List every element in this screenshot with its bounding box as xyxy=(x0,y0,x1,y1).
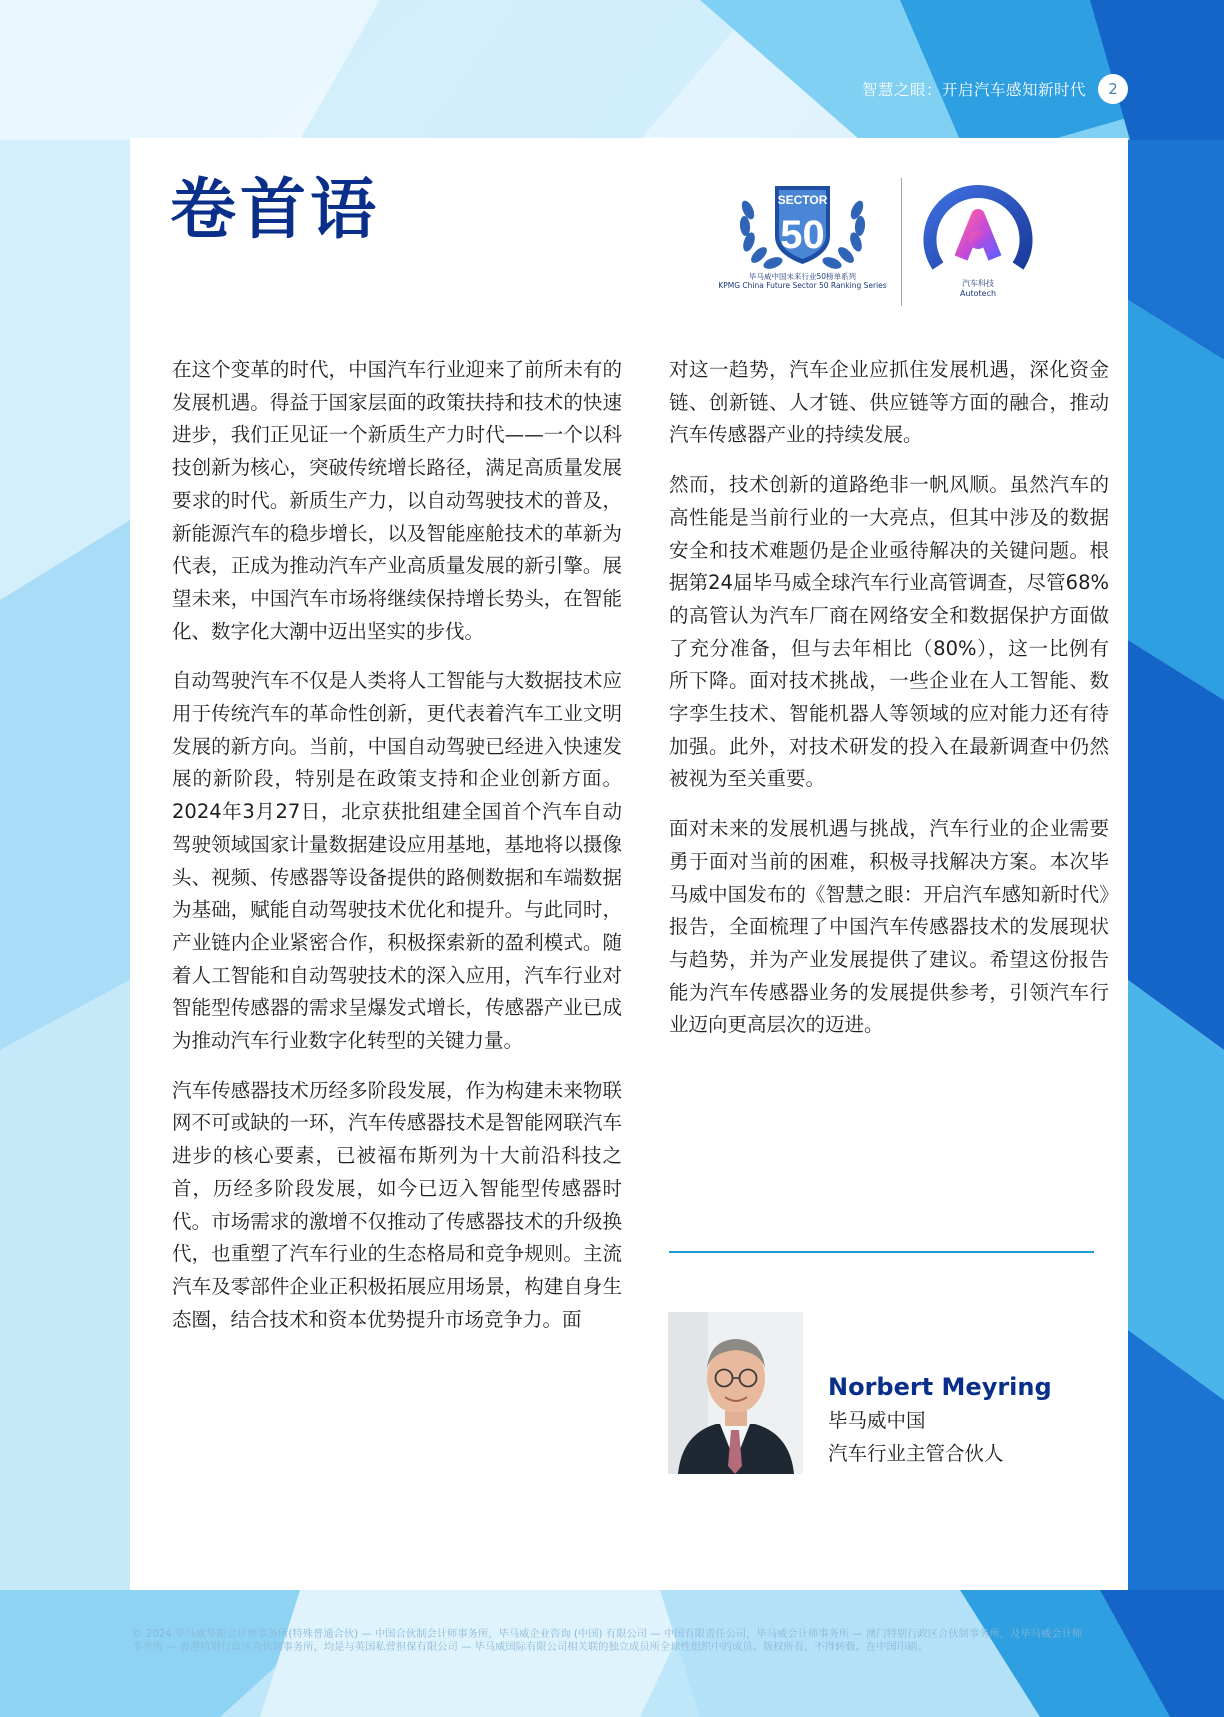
author-role: 汽车行业主管合伙人 xyxy=(828,1442,1004,1465)
paragraph: 汽车传感器技术历经多阶段发展，作为构建未来物联网不可或缺的一环，汽车传感器技术是智能网联汽车进步的核心要素，已被福布斯列为十大前沿科技之首，历经多阶段发展，如今已迈入智能型传感器时代。市场需求的激增不仅推动了传感器技术的升级换代，也重塑了汽车行业的生态格局和竞争规则。主流汽车及零部件企业正积极拓展应用场景，构建自身生态圈，结合技术和资本优势提升市场竞争力。面 xyxy=(172,1078,622,1331)
paragraph: 对这一趋势，汽车企业应抓住发展机遇，深化资金链、创新链、人才链、供应链等方面的融合，推动汽车传感器产业的持续发展。 xyxy=(669,358,1109,447)
autotech-logo xyxy=(913,176,1043,306)
header-title: 智慧之眼：开启汽车感知新时代 xyxy=(861,81,1086,99)
laurel-badge-icon xyxy=(715,176,890,272)
sector50-caption: 毕马威中国未来行业50榜单系列 KPMG China Future Sector 50 Ranking Series xyxy=(718,272,887,291)
page-header xyxy=(862,72,1128,106)
page-title: 卷首语 xyxy=(170,171,380,248)
paragraph: 然而，技术创新的道路绝非一帆风顺。虽然汽车的高性能是当前行业的一大亮点，但其中涉及的数据安全和技术难题仍是企业亟待解决的关键问题。根据第24届毕马威全球汽车行业高管调查，尽管68%的高管认为汽车厂商在网络安全和数据保护方面做了充分准备，但与去年相比（80%），这一比例有所下降。面对技术挑战，一些企业在人工智能、数字孪生技术、智能机器人等领域的应对能力还有待加强。此外，对技术研发的投入在最新调查中仍然被视为至关重要。 xyxy=(669,473,1109,791)
author-org: 毕马威中国 xyxy=(828,1409,926,1432)
sector50-logo xyxy=(715,176,890,306)
author-info xyxy=(828,1370,1052,1470)
content-panel xyxy=(130,138,1128,1590)
page-number: 2 xyxy=(1098,74,1128,104)
right-column xyxy=(669,354,1109,1059)
paragraph: 自动驾驶汽车不仅是人类将人工智能与大数据技术应用于传统汽车的革命性创新，更代表着汽车工业文明发展的新方向。当前，中国自动驾驶已经进入快速发展的新阶段，特别是在政策支持和企业创新方面。2024年3月27日，北京获批组建全国首个汽车自动驾驶领域国家计量数据建设应用基地，基地将以摄像头、视频、传感器等设备提供的路侧数据和车端数据为基础，赋能自动驾驶技术优化和提升。与此同时，产业链内企业紧密合作，积极探索新的盈利模式。随着人工智能和自动驾驶技术的深入应用，汽车行业对智能型传感器的需求呈爆发式增长，传感器产业已成为推动汽车行业数字化转型的关键力量。 xyxy=(172,669,622,1053)
svg-text:SECTOR: SECTOR xyxy=(777,193,828,207)
paragraph: 面对未来的发展机遇与挑战，汽车行业的企业需要勇于面对当前的困难，积极寻找解决方案。本次毕马威中国发布的《智慧之眼：开启汽车感知新时代》报告，全面梳理了中国汽车传感器技术的发展现状与趋势，并为产业发展提供了建议。希望这份报告能为汽车传感器业务的发展提供参考，引领汽车行业迈向更高层次的迈进。 xyxy=(669,817,1109,1037)
portrait-image xyxy=(668,1312,803,1474)
author-photo xyxy=(668,1312,803,1474)
svg-text:50: 50 xyxy=(780,213,825,257)
left-column xyxy=(172,354,622,1353)
logo-divider xyxy=(901,178,902,306)
section-divider xyxy=(669,1251,1094,1253)
logo-group xyxy=(715,176,1045,306)
author-name: Norbert Meyring xyxy=(828,1373,1052,1401)
paragraph: 在这个变革的时代，中国汽车行业迎来了前所未有的发展机遇。得益于国家层面的政策扶持和技术的快速进步，我们正见证一个新质生产力时代——一个以科技创新为核心，突破传统增长路径，满足高质量发展要求的时代。新质生产力，以自动驾驶技术的普及，新能源汽车的稳步增长，以及智能座舱技术的革新为代表，正成为推动汽车产业高质量发展的新引擎。展望未来，中国汽车市场将继续保持增长势头，在智能化、数字化大潮中迈出坚实的步伐。 xyxy=(172,358,622,643)
autotech-icon xyxy=(913,176,1043,276)
autotech-caption: 汽车科技 Autotech xyxy=(959,279,997,298)
footer-copyright: © 2024 毕马威华振会计师事务所(特殊普通合伙) — 中国合伙制会计师事务所，毕马威企业咨询 (中国) 有限公司 — 中国有限责任公司，毕马威会计师事务所 — 澳门特别行政区合伙制事务所，及毕马威会计师事务所 — 香港特别行政区合伙制事务所，均是与英国私营担保有限公司 — 毕马威国际有限公司相关联的独立成员所全球性组织中的成员。版权所有，不得转载。在中国印刷。 xyxy=(132,1628,1083,1654)
